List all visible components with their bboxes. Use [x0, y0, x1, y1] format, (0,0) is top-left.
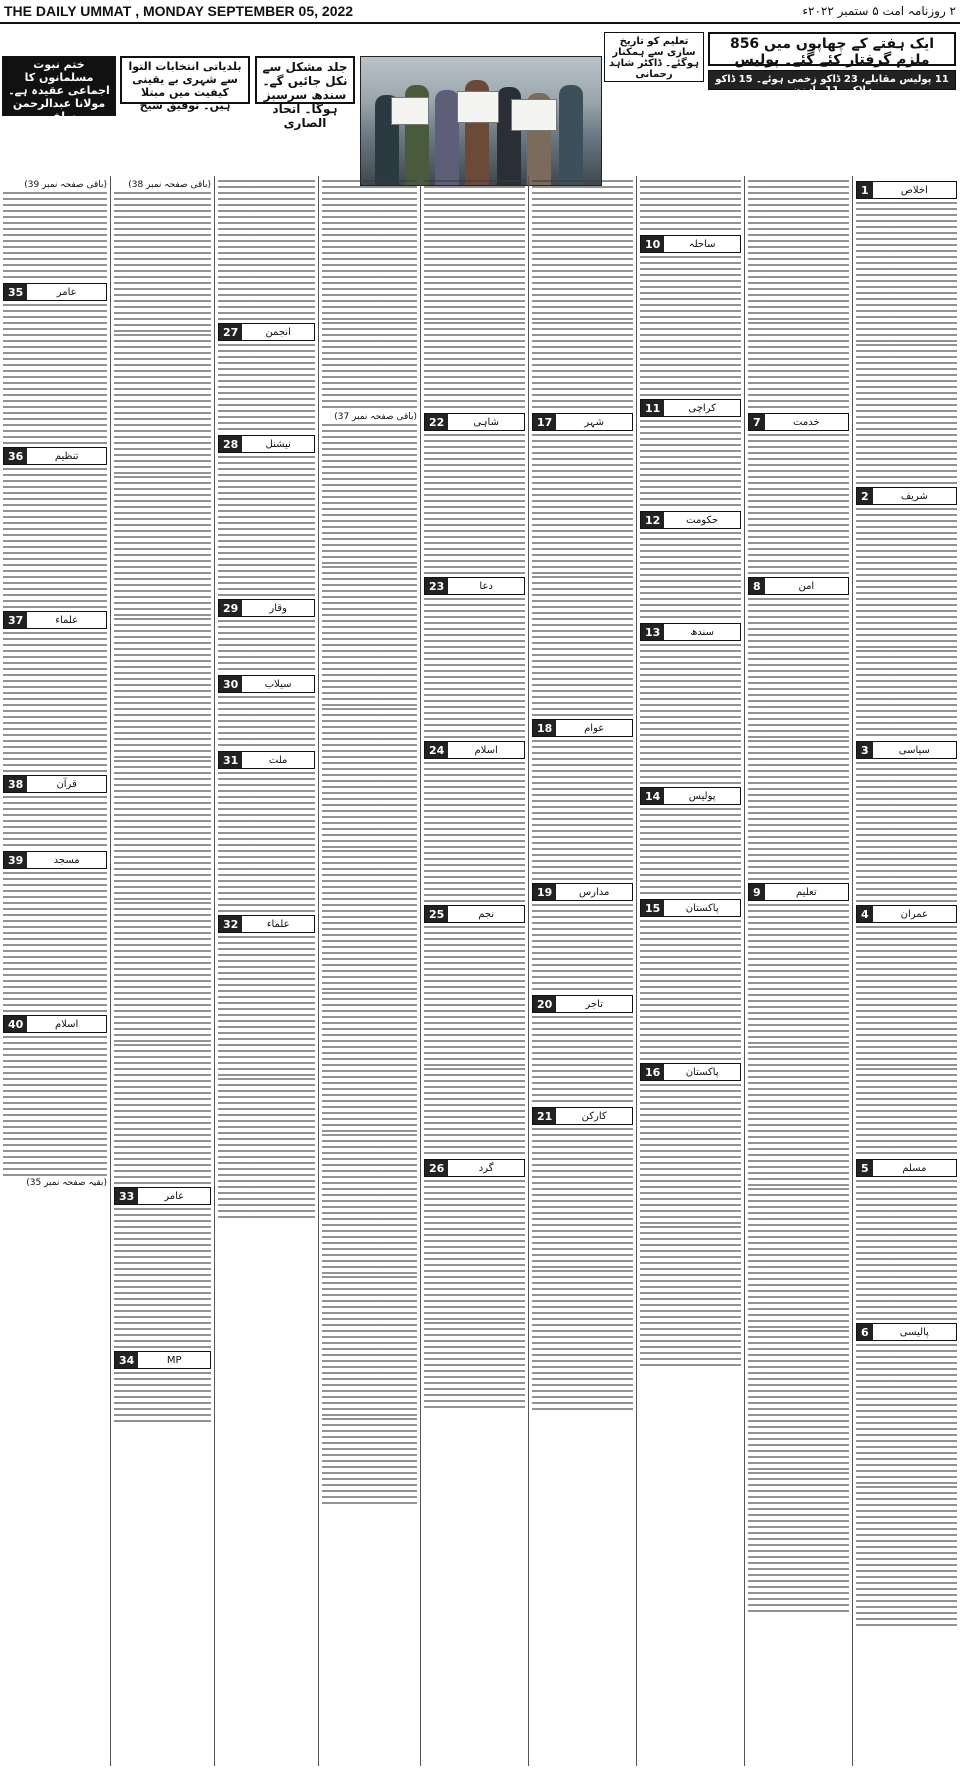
left-headline: ختم نبوت مسلمانوں کا اجماعی عقیدہ ہے۔ مولانا عبدالرحمن سلفی [2, 56, 116, 116]
story-tag: 26 گرد [424, 1159, 525, 1177]
story-tag: 39 مسجد [3, 851, 107, 869]
story-tag: 19 مدارس [532, 883, 633, 901]
story-tag: 34 MP [114, 1351, 211, 1369]
story-tag: 16 پاکستان [640, 1063, 741, 1081]
story-tag: 22 شاہی [424, 413, 525, 431]
story-tag: 17 شہر [532, 413, 633, 431]
story-tag: 30 سیلاب [218, 675, 315, 693]
story-tag: 12 حکومت [640, 511, 741, 529]
story-tag: 31 ملت [218, 751, 315, 769]
story-tag: 10 ساحلہ [640, 235, 741, 253]
story-tag: 14 پولیس [640, 787, 741, 805]
story-tag: 37 علماء [3, 611, 107, 629]
masthead [0, 0, 960, 24]
main-subheadline: 11 پولیس مقابلے، 23 ڈاکو زخمی ہوئے۔ 15 ڈاکو ہلاک۔ 11 راہزن [708, 70, 956, 90]
column-7 [214, 176, 318, 1766]
story-tag: 24 اسلام [424, 741, 525, 759]
column-2 [744, 176, 852, 1766]
story-tag: 33 عامر [114, 1187, 211, 1205]
story-tag: 21 کارکن [532, 1107, 633, 1125]
story-tag: 35 عامر [3, 283, 107, 301]
jump-credit: (باقی صفحہ نمبر 38) [128, 180, 211, 190]
jump-credit: (بقیہ صفحہ نمبر 35) [26, 1178, 107, 1188]
column-8 [110, 176, 214, 1766]
story-tag: 5 مسلم [856, 1159, 957, 1177]
story-tag: 15 پاکستان [640, 899, 741, 917]
story-tag: 1 اخلاص [856, 181, 957, 199]
masthead-urdu: ۲ روزنامہ امت ۵ ستمبر ۲۰۲۲ء [802, 4, 956, 18]
story-tag: 6 پالیسی [856, 1323, 957, 1341]
story-tag: 4 عمران [856, 905, 957, 923]
story-tag: 29 وقار [218, 599, 315, 617]
main-headline: ایک ہفتے کے چھاپوں میں 856 ملزم گرفتار کئے گئے۔ پولیس [708, 32, 956, 66]
story-tag: 27 انجمن [218, 323, 315, 341]
column-9 [0, 176, 110, 1766]
story-tag: 8 امن [748, 577, 849, 595]
story-tag: 40 اسلام [3, 1015, 107, 1033]
column-1 [852, 176, 960, 1766]
column-5 [420, 176, 528, 1766]
center-headline: جلد مشکل سے نکل جائیں گے۔ سندھ سرسبز ہوگا۔ اتحاد الصاری [255, 56, 355, 104]
story-tag: 3 سیاسی [856, 741, 957, 759]
story-tag: 25 نجم [424, 905, 525, 923]
story-tag: 11 کراچی [640, 399, 741, 417]
story-tag: 20 تاجر [532, 995, 633, 1013]
jump-credit: (باقی صفحہ نمبر 37) [334, 412, 417, 422]
left-center-headline: بلدیاتی انتخابات التوا سے شہری بے یقینی کیفیت میں مبتلا ہیں۔ توفیق شیخ [120, 56, 250, 104]
story-tag: 28 نیشنل [218, 435, 315, 453]
column-4 [528, 176, 636, 1766]
news-photo [360, 56, 602, 186]
story-tag: 23 دعا [424, 577, 525, 595]
story-tag: 18 عوام [532, 719, 633, 737]
column-6 [318, 176, 420, 1766]
jump-credit: (باقی صفحہ نمبر 39) [24, 180, 107, 190]
right-box-headline: تعلیم کو تاریخ سازی سے ہمکنار ہوگئے۔ ڈاکٹر شاہد رحمانی [604, 32, 704, 82]
story-tag: 36 تنظیم [3, 447, 107, 465]
story-tag: 32 علماء [218, 915, 315, 933]
story-tag: 13 سندھ [640, 623, 741, 641]
masthead-english: THE DAILY UMMAT , MONDAY SEPTEMBER 05, 2022 [4, 3, 354, 19]
story-tag: 2 شریف [856, 487, 957, 505]
top-section [0, 26, 960, 176]
story-tag: 9 تعلیم [748, 883, 849, 901]
story-tag: 7 خدمت [748, 413, 849, 431]
column-3 [636, 176, 744, 1766]
story-tag: 38 قرآن [3, 775, 107, 793]
